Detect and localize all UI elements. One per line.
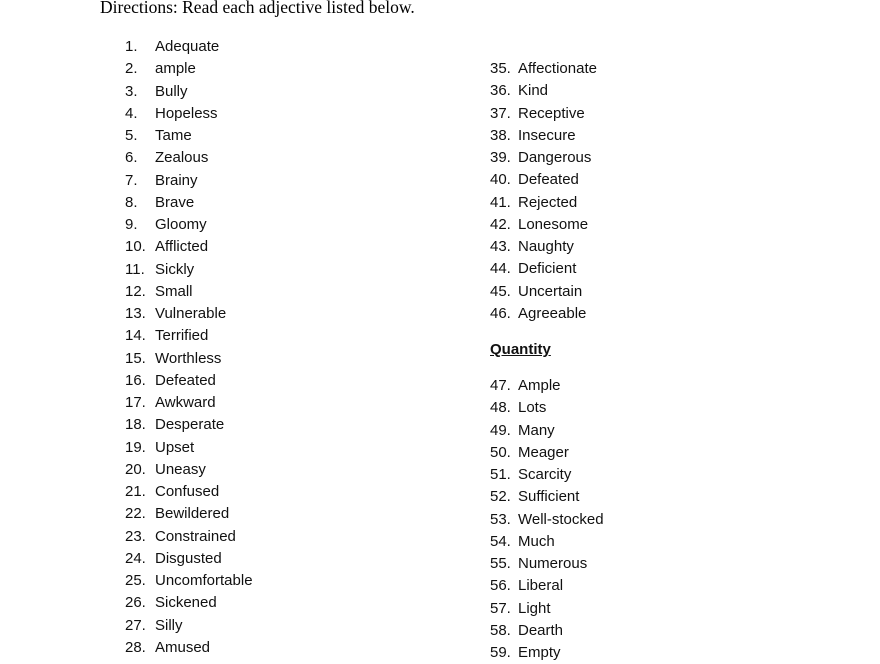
list-item	[490, 642, 604, 664]
item-number: 58.	[490, 621, 511, 639]
list-item	[490, 103, 604, 125]
list-item	[490, 397, 604, 419]
list-item	[490, 147, 604, 169]
item-number: 49.	[490, 421, 511, 439]
item-label: Lots	[518, 399, 547, 417]
item-label: Awkward	[155, 394, 216, 411]
item-number: 12.	[125, 282, 146, 300]
list-item	[125, 526, 253, 548]
adjective-list-right	[490, 58, 604, 664]
item-label: Scarcity	[518, 466, 572, 483]
item-number: 6.	[125, 149, 138, 167]
item-label: Numerous	[518, 555, 588, 572]
item-label: Uncertain	[518, 282, 583, 300]
item-label: Bewildered	[155, 505, 230, 523]
item-number: 2.	[125, 60, 138, 78]
item-number: 38.	[490, 126, 511, 144]
item-number: 53.	[490, 510, 511, 528]
item-label: Defeated	[155, 371, 216, 389]
item-label: Many	[518, 421, 555, 439]
item-number: 43.	[490, 238, 511, 255]
item-label: Much	[518, 532, 555, 550]
item-label: Zealous	[155, 149, 209, 167]
item-label: Defeated	[518, 171, 579, 189]
list-item	[125, 147, 253, 169]
list-item	[125, 370, 253, 392]
item-label: Kind	[518, 82, 549, 100]
quantity-heading: Quantity	[490, 340, 551, 358]
item-number: 25.	[125, 572, 146, 589]
list-item	[125, 392, 253, 414]
directions-text: Directions: Read each adjective listed below.	[100, 0, 415, 17]
list-item	[125, 214, 253, 236]
item-number: 9.	[125, 216, 138, 233]
list-item	[490, 214, 604, 236]
list-item	[490, 375, 604, 397]
item-number: 36.	[490, 82, 511, 100]
item-number: 46.	[490, 304, 511, 322]
item-number: 10.	[125, 238, 146, 256]
item-number: 48.	[490, 399, 511, 417]
list-item	[125, 259, 253, 281]
list-item	[490, 464, 604, 486]
item-number: 27.	[125, 616, 146, 634]
item-label: Adequate	[155, 38, 220, 55]
list-item	[490, 169, 604, 191]
item-label: Light	[518, 599, 551, 617]
list-item	[490, 553, 604, 575]
item-number: 23.	[125, 527, 146, 545]
item-number: 35.	[490, 60, 511, 77]
item-number: 11.	[125, 260, 145, 278]
item-number: 44.	[490, 260, 511, 278]
item-label: Agreeable	[518, 304, 587, 322]
item-label: Hopeless	[155, 104, 218, 122]
list-item	[490, 598, 604, 620]
item-number: 13.	[125, 305, 146, 322]
list-item	[490, 420, 604, 442]
list-item	[125, 36, 253, 58]
list-item	[490, 58, 604, 80]
left-items-before	[125, 36, 253, 659]
item-label: Constrained	[155, 527, 236, 545]
item-number: 37.	[490, 104, 511, 122]
item-number: 18.	[125, 416, 146, 434]
item-label: Tame	[155, 127, 192, 144]
list-item	[490, 192, 604, 214]
list-item	[125, 459, 253, 481]
item-label: Bully	[155, 82, 188, 100]
item-number: 47.	[490, 377, 511, 394]
list-item	[490, 236, 604, 258]
adjective-list-left	[125, 36, 253, 659]
item-number: 54.	[490, 532, 511, 550]
item-number: 28.	[125, 638, 146, 656]
item-number: 1.	[125, 38, 138, 55]
list-item	[125, 281, 253, 303]
item-label: Sickly	[155, 260, 195, 278]
item-label: Well-stocked	[518, 510, 604, 528]
item-label: Confused	[155, 483, 220, 500]
item-number: 5.	[125, 127, 138, 144]
item-label: Disgusted	[155, 549, 222, 567]
item-number: 42.	[490, 215, 511, 233]
item-label: Rejected	[518, 193, 578, 211]
item-number: 15.	[125, 349, 146, 367]
item-label: Afflicted	[155, 238, 209, 256]
item-number: 59.	[490, 644, 511, 661]
item-label: Dangerous	[518, 149, 592, 166]
item-label: Uneasy	[155, 460, 206, 478]
list-item	[490, 258, 604, 280]
list-item	[125, 125, 253, 147]
list-item	[490, 442, 604, 464]
item-label: Amused	[155, 638, 211, 656]
item-number: 51.	[490, 466, 511, 483]
list-item	[125, 348, 253, 370]
list-item	[125, 170, 253, 192]
item-number: 19.	[125, 438, 146, 456]
item-label: Terrified	[155, 327, 209, 345]
item-number: 16.	[125, 371, 146, 389]
item-label: Affectionate	[518, 60, 597, 77]
item-label: Sufficient	[518, 488, 580, 506]
item-label: Vulnerable	[155, 305, 227, 322]
item-number: 39.	[490, 149, 511, 166]
item-number: 41.	[490, 193, 511, 211]
item-label: Brave	[155, 193, 195, 211]
item-label: Insecure	[518, 126, 576, 144]
list-item	[125, 325, 253, 347]
item-number: 56.	[490, 577, 511, 595]
item-number: 17.	[125, 394, 146, 411]
item-label: Uncomfortable	[155, 572, 253, 589]
list-item	[125, 103, 253, 125]
item-number: 14.	[125, 327, 146, 345]
item-number: 8.	[125, 193, 138, 211]
item-label: Ample	[518, 377, 561, 394]
right-items-after	[490, 375, 604, 664]
list-item	[125, 236, 253, 258]
list-item	[490, 80, 604, 102]
list-item	[125, 192, 253, 214]
item-number: 20.	[125, 460, 146, 478]
list-item	[125, 503, 253, 525]
item-label: Worthless	[155, 349, 222, 367]
item-label: Dearth	[518, 621, 564, 639]
item-number: 21.	[125, 483, 146, 500]
item-label: ample	[155, 60, 196, 78]
item-number: 52.	[490, 488, 511, 506]
item-number: 4.	[125, 104, 138, 122]
list-item	[490, 531, 604, 553]
item-number: 40.	[490, 171, 511, 189]
item-label: Liberal	[518, 577, 564, 595]
list-item	[490, 620, 604, 642]
item-number: 24.	[125, 549, 146, 567]
list-item	[125, 637, 253, 659]
item-number: 50.	[490, 443, 511, 461]
list-item	[125, 570, 253, 592]
list-item	[125, 303, 253, 325]
list-item	[490, 281, 604, 303]
list-item	[490, 509, 604, 531]
item-label: Gloomy	[155, 216, 207, 233]
item-label: Brainy	[155, 171, 198, 189]
list-item	[125, 592, 253, 614]
item-number: 55.	[490, 555, 511, 572]
item-label: Sickened	[155, 594, 217, 612]
list-item	[125, 81, 253, 103]
right-items-before	[490, 58, 604, 325]
list-item	[490, 125, 604, 147]
item-label: Silly	[155, 616, 183, 634]
item-number: 22.	[125, 505, 146, 523]
item-label: Upset	[155, 438, 195, 456]
item-label: Empty	[518, 644, 561, 661]
item-label: Naughty	[518, 238, 574, 255]
list-item	[490, 303, 604, 325]
item-label: Deficient	[518, 260, 577, 278]
item-number: 26.	[125, 594, 146, 612]
list-item	[125, 481, 253, 503]
item-number: 57.	[490, 599, 511, 617]
list-item	[125, 548, 253, 570]
item-label: Lonesome	[518, 215, 589, 233]
list-item	[125, 615, 253, 637]
item-label: Desperate	[155, 416, 225, 434]
list-item	[125, 58, 253, 80]
item-label: Meager	[518, 443, 569, 461]
item-number: 7.	[125, 171, 138, 189]
item-label: Small	[155, 282, 193, 300]
item-number: 45.	[490, 282, 511, 300]
list-item	[125, 437, 253, 459]
list-item	[490, 575, 604, 597]
item-label: Receptive	[518, 104, 585, 122]
item-number: 3.	[125, 82, 138, 100]
list-item	[490, 486, 604, 508]
list-item	[125, 414, 253, 436]
